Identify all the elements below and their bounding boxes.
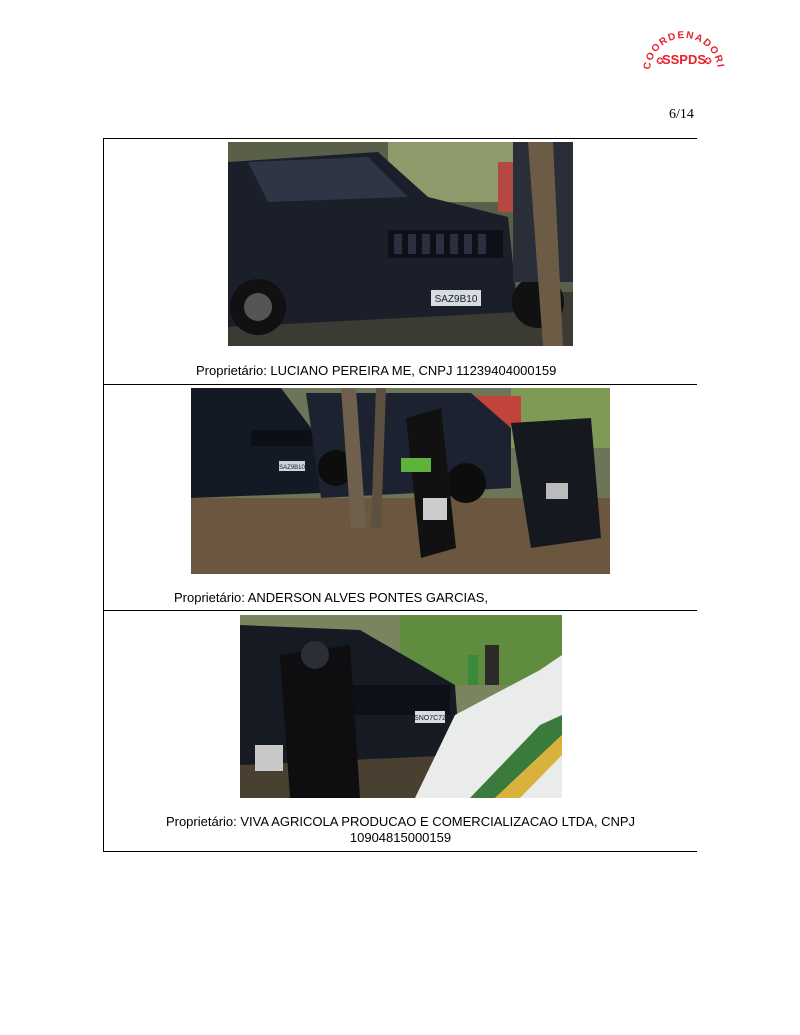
owner-caption-line2: 10904815000159 [349,830,452,845]
owner-caption: Proprietário: ANDERSON ALVES PONTES GARCIAS, [174,590,489,605]
pickup-motorcycle-police-car-photo [240,615,562,798]
black-jeep-suv-photo [228,142,573,346]
table-row [104,139,697,385]
svg-text:SAZ9B10: SAZ9B10 [434,294,478,305]
sspds-stamp-logo [636,14,732,104]
vehicle-table [103,138,697,852]
svg-text:✪: ✪ [656,56,664,66]
svg-text:COORDENADORIA DE INTELIGÊNCIA: COORDENADORI [641,29,726,71]
svg-text:SNO7C72: SNO7C72 [414,715,446,722]
svg-text:SAZ9B10: SAZ9B10 [279,465,305,471]
page-number: 6/14 [669,107,694,122]
owner-caption: Proprietário: LUCIANO PEREIRA ME, CNPJ 11239404000159 [196,363,557,378]
owner-caption-line1: Proprietário: VIVA AGRICOLA PRODUCAO E COMERCIALIZACAO LTDA, CNPJ [165,814,636,829]
suv-and-motorcycles-photo [191,388,610,574]
svg-text:✪: ✪ [704,56,712,66]
table-row [104,611,697,852]
svg-text:SSPDS: SSPDS [661,52,707,67]
table-row [104,385,697,611]
